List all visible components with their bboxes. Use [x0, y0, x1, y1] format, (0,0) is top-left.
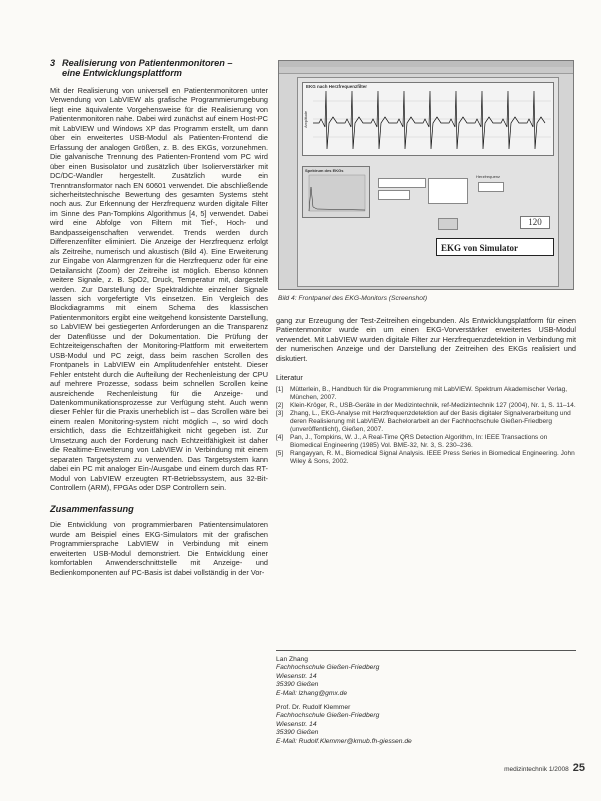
section-heading [50, 58, 268, 78]
summary-continuation: gang zur Erzeugung der Test-Zeitreihen eingebunden. Als Entwicklungsplattform für einen Patientenmonitor wurde ein um einen EKG-Vorverstärker erweitertes USB-Modul verwendet. Mit LabVIEW wurden digitale Filter zur Herzfrequenzdetektion in Verbindung mit der numerischen Anzeige und der Darstellung der Zeitreihen des EKGs realisiert und diskutiert. [276, 316, 576, 363]
author-street: Wiesenstr. 14 [276, 720, 317, 728]
section-body: Mit der Realisierung von universell en Patientenmonitoren unter Verwendung von LabVIEW als grafische Programmierumgebung liegt eine äquivalente Vorgehensweise für die Realisierung von Patientenmonitoren nahe. Dabei wird zunächst auf einem Host-PC mit LabVIEW und Windows XP das Programm erstellt, um dann über ein erweitertes USB-Modul als Patienten-Frontend die Erfassung der analogen Größen, z. B. des EKGs, vorzunehmen. Die galvanische Trennung des Patienten-Frontend vom PC wird über einen Busisolator und zusätzlich über Isolierverstärker mit DC/DC-Wandler hergestellt. Zusätzlich wurde ein Trenntransformator nach EN 60601 verwendet. Die abschließende sicherheitstechnische Bewertung des gesamten Systems steht noch aus. Zur Erkennung der Herzfrequenz wurden digitale Filter im Sinne des Pan-Tompkins Algorithmus [4, 5] verwendet. Dabei wird eine Abfolge von Filtern mit Tief-, Hoch- und Bandpasseigenschaften verwendet. Trends werden durch Differenzenfilter eliminiert. Die Anzeige der Herzfrequenz erfolgt als Zeitreihe, numerisch und akustisch (Bild 4). Eine Erweiterung zur Eingabe von Alarmgrenzen für die Herzfrequenz oder für eine Detailansicht (Zoom) der Zeitreihe ist möglich. Ebenso können weitere Signale, z. B. SpO2, Druck, Temperatur mit, dargestellt werden. Zur Darstellung der Spektraldichte einzelner Signale lassen sich vorgefertigte VIs einsetzen. Ein Vergleich des Blockdiagramms mit einem Schema des klassischen Patientenmonitors ergibt eine weitgehend konsistente Darstellung, so LabVIEW bei gestiegerten Anforderungen an die Transparenz der Datenflüsse und der Dokumentation. Die Prüfung der Echtzeiteigenschaften der Monitoring-Plattform mit erweitertem USB-Modul und PC zeigt, dass beim raschen Scrollen des Frontpanels in LabVIEW ein Amplitudenfehler entsteht. Dieser Fehler entsteht durch die Aufteilung der Rechenleistung der CPU auf mehrere Prozesse, sodass beim schnellen Scrollen keine ausreichende Rechenleistung für die Anzeige- und Datenkommunikationsprozesse zur Verfügung steht. Auch wenn dieser Fehler für die Praxis unerheblich ist – das Scrollen wäre bei einem realen Monitoring-system nicht möglich –, so wird doch ersichtlich, dass die Echtzeitfähigkeit nicht gegeben ist. Zur Umsetzung auch der Forderung nach Echtzeitfähigkeit ist daher die Realtime-Erweiterung von LabVIEW in Verbindung mit einem separaten Targetsystem zu verwenden. Das Targetsystem kann dabei ein PC mit analoger Ein-/Ausgabe und einem durch das RT-Modul von LabVIEW erzeugten RT-Betriebssystem, aus 32-Bit-Controllern (ARM), FPGAs oder DSP Controllern sein. [50, 86, 268, 493]
window-toolbar [279, 67, 573, 74]
figure-caption: Bild 4: Frontpanel des EKG-Monitors (Screenshot) [278, 295, 428, 302]
literature-text: Zhang, L., EKG-Analyse mit Herzfrequenzdetektion auf der Basis digitaler Signalverarbeitung und deren Realisierung mit LabVIEW. Bachelorarbeit an der Fachhochschule Gießen-Friedberg (unveröffentlicht), Gießen, 2007. [290, 410, 571, 434]
simulator-title: EKG von Simulator [436, 238, 554, 256]
front-panel-screenshot [278, 60, 574, 290]
author-email[interactable]: E-Mail: lzhang@gmx.de [276, 689, 348, 697]
right-column [276, 316, 576, 466]
heart-rate-label: Herzfrequenz [476, 174, 501, 179]
ekg-graph-title: EKG nach Herzfrequenzfilter [306, 84, 368, 89]
author-street: Wiesenstr. 14 [276, 672, 317, 680]
left-column [50, 58, 268, 577]
literature-text: Klein-Kröger, R., USB-Geräte in der Medizintechnik, ref-Medizintechnik 127 (2004), Nr. 1, S. 11–14. [290, 402, 576, 410]
literature-number: [4] [276, 434, 284, 442]
level-indicator [478, 182, 504, 192]
literature-text: Mütterlein, B., Handbuch für die Programmierung mit LabVIEW. Spektrum Akademischer Verlag, München, 2007. [290, 386, 568, 402]
contact-author-2 [276, 704, 412, 746]
literature-number: [2] [276, 402, 284, 410]
page-footer [504, 762, 585, 774]
section-title-line2: eine Entwicklungsplattform [62, 68, 182, 78]
literature-item [276, 450, 576, 466]
front-panel [297, 77, 559, 287]
ekg-graph-ylabel: Amplitude [304, 111, 308, 128]
literature-item [276, 410, 576, 434]
divider [276, 650, 576, 651]
author-name: Lan Zhang [276, 656, 308, 663]
literature-number: [1] [276, 386, 284, 394]
author-affiliation: Fachhochschule Gießen-Friedberg [276, 712, 380, 720]
ekg-graph [302, 82, 554, 156]
author-affiliation: Fachhochschule Gießen-Friedberg [276, 664, 380, 672]
literature-number: [3] [276, 410, 284, 418]
author-email[interactable]: E-Mail: Rudolf.Klemmer@kmub.fh-giessen.de [276, 737, 412, 745]
literature-number: [5] [276, 450, 284, 458]
literature-item [276, 434, 576, 450]
section-title-line1: Realisierung von Patientenmonitoren – [62, 58, 233, 68]
settings-table [428, 178, 468, 204]
section-number: 3 [50, 58, 56, 68]
literature-list [276, 386, 576, 466]
author-city: 35390 Gießen [276, 681, 319, 689]
author-name: Prof. Dr. Rudolf Klemmer [276, 704, 351, 711]
spectrum-title: Spektrum des EKGs [305, 168, 344, 173]
stop-button[interactable] [438, 218, 458, 230]
literature-text: Rangayyan, R. M., Biomedical Signal Analysis. IEEE Press Series in Biomedical Engineering. John Wiley & Sons, 2002. [290, 450, 575, 466]
literature-heading: Literatur [276, 373, 303, 383]
author-city: 35390 Gießen [276, 729, 319, 737]
summary-body: Die Entwicklung von programmierbaren Patientensimulatoren wurde am Beispiel eines EKG-Simulators mit der grafischen Programmiersprache LabVIEW in Verbindung mit einem erweiterten USB-Modul demonstriert. Die Entwicklung einer komfortablen Anwenderschnittstelle mit Anzeige- und Bedienkomponenten auf PC-Basis ist dabei vollständig in der Vor- [50, 520, 268, 577]
literature-text: Pan, J., Tompkins, W. J., A Real-Time QRS Detection Algorithm, In: IEEE Transactions on Biomedical Engineering (1985) Vol. BME-32, Nr. 3, S. 230–236. [290, 434, 548, 450]
spectrum-graph [302, 166, 370, 218]
page-number: 25 [572, 762, 585, 774]
sample-rate-field[interactable] [378, 190, 410, 200]
literature-item [276, 402, 576, 410]
ekg-waveform [303, 83, 553, 155]
contact-author-1 [276, 656, 379, 698]
heart-rate-display: 120 [520, 216, 550, 229]
literature-item [276, 386, 576, 402]
spectrum-plot [303, 167, 369, 217]
journal-name: medizintechnik 1/2008 [504, 766, 569, 773]
summary-heading: Zusammenfassung [50, 504, 134, 515]
file-path-field[interactable] [378, 178, 426, 188]
